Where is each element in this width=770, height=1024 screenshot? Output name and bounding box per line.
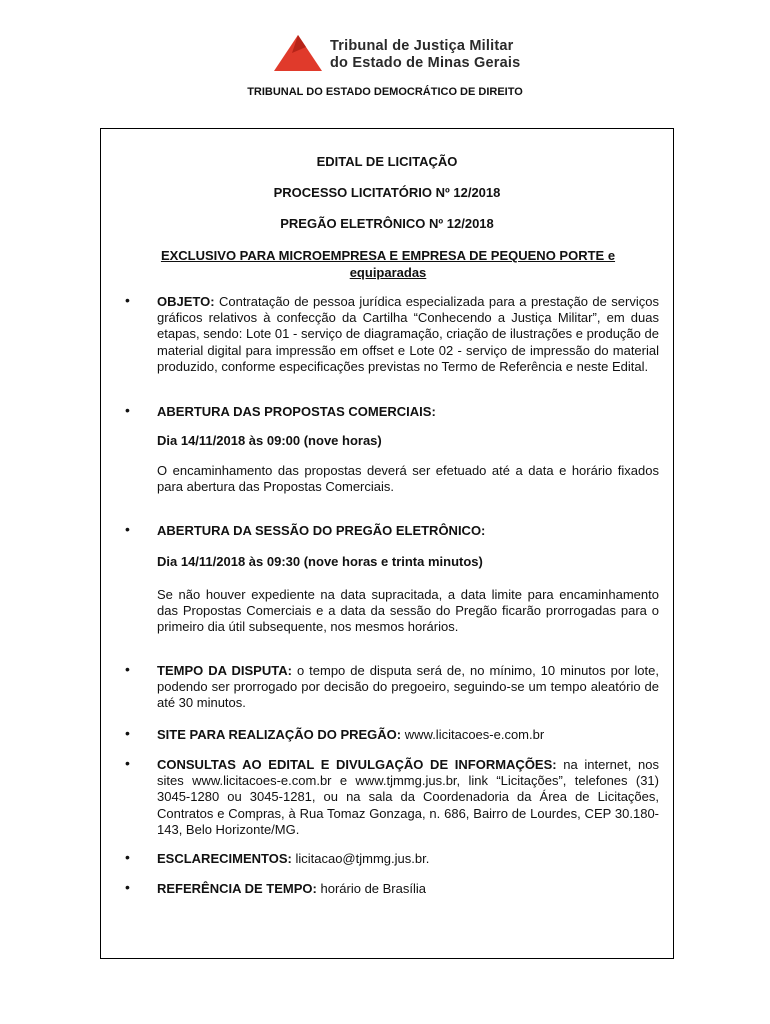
bullet-consultas: •	[125, 755, 130, 771]
objeto-text: Contratação de pessoa jurídica especializada para a prestação de serviços gráficos relativos à confecção da Cartilha “Conhecendo a Justiça Militar”, em duas etapas, sendo: Lote 01 - serviço de diagramação, criação de ilustrações e produção de material digital para impressão em offset e Lote 02 - serviço de impressão do material produzido, conforme especificações previstas no Termo de Referência e neste Edital.	[157, 294, 659, 374]
abertura-sessao-date: Dia 14/11/2018 às 09:30 (nove horas e trinta minutos)	[157, 554, 483, 569]
exclusivo-heading: EXCLUSIVO PARA MICROEMPRESA E EMPRESA DE PEQUENO PORTE e equiparadas	[160, 248, 616, 280]
bullet-site: •	[125, 725, 130, 741]
abertura-sessao-label: ABERTURA DA SESSÃO DO PREGÃO ELETRÔNICO:	[157, 523, 486, 538]
site-section	[157, 727, 659, 743]
header-subtitle: TRIBUNAL DO ESTADO DEMOCRÁTICO DE DIREITO	[247, 86, 523, 98]
processo-number: PROCESSO LICITATÓRIO Nº 12/2018	[273, 185, 501, 200]
esclarecimentos-section	[157, 851, 659, 867]
abertura-propostas-date: Dia 14/11/2018 às 09:00 (nove horas)	[157, 433, 382, 448]
abertura-propostas-text: O encaminhamento das propostas deverá ser efetuado até a data e horário fixados para abertura das Propostas Comerciais.	[157, 463, 659, 495]
abertura-propostas-section	[157, 404, 659, 420]
tempo-text: o tempo de disputa será de, no mínimo, 10 minutos por lote, podendo ser prorrogado por decisão do pregoeiro, seguindo-se um tempo aleatório de até 30 minutos.	[157, 663, 659, 711]
referencia-text: horário de Brasília	[320, 881, 426, 896]
consultas-section	[157, 757, 659, 838]
objeto-label: OBJETO:	[157, 294, 215, 309]
abertura-sessao-section	[157, 523, 659, 539]
site-link[interactable]: www.licitacoes-e.com.br	[404, 727, 545, 742]
referencia-label: REFERÊNCIA DE TEMPO:	[157, 881, 317, 896]
doc-title: EDITAL DE LICITAÇÃO	[316, 154, 458, 169]
site-label: SITE PARA REALIZAÇÃO DO PREGÃO:	[157, 727, 402, 742]
consultas-label: CONSULTAS AO EDITAL E DIVULGAÇÃO DE INFORMAÇÕES:	[157, 757, 557, 772]
tempo-label: TEMPO DA DISPUTA:	[157, 663, 292, 678]
bullet-objeto: •	[125, 292, 130, 308]
abertura-sessao-text: Se não houver expediente na data supracitada, a data limite para encaminhamento das Propostas Comerciais e a data da sessão do Pregão ficarão prorrogadas para o primeiro dia útil subsequente, nos mesmos horários.	[157, 587, 659, 635]
pregao-number: PREGÃO ELETRÔNICO Nº 12/2018	[280, 216, 494, 231]
bullet-referencia: •	[125, 879, 130, 895]
document-frame	[100, 128, 674, 959]
bullet-abertura-sessao: •	[125, 521, 130, 537]
tempo-section	[157, 663, 659, 712]
referencia-section	[157, 881, 659, 897]
logo-line-2: do Estado de Minas Gerais	[330, 55, 521, 71]
esclarecimentos-email[interactable]: licitacao@tjmmg.jus.br.	[295, 851, 430, 866]
logo-line-1: Tribunal de Justiça Militar	[330, 38, 514, 54]
consultas-text: na internet, nos sites www.licitacoes-e.com.br e www.tjmmg.jus.br, link “Licitações”, telefones (31) 3045-1280 ou 3045-1281, ou na sala da Coordenadoria da Área de Licitações, Contratos e Compras, à Rua Tomaz Gonzaga, n. 686, Bairro de Lourdes, CEP 30.180-143, Belo Horizonte/MG.	[157, 757, 659, 837]
tjm-logo	[272, 33, 521, 75]
abertura-propostas-date-wrap	[157, 433, 659, 449]
triangle-logo-icon	[272, 33, 324, 73]
bullet-abertura-propostas: •	[125, 402, 130, 418]
esclarecimentos-label: ESCLARECIMENTOS:	[157, 851, 292, 866]
objeto-section	[157, 294, 659, 375]
bullet-esclarecimentos: •	[125, 849, 130, 865]
bullet-tempo: •	[125, 661, 130, 677]
abertura-propostas-label: ABERTURA DAS PROPOSTAS COMERCIAIS:	[157, 404, 436, 419]
abertura-sessao-date-wrap	[157, 554, 659, 570]
